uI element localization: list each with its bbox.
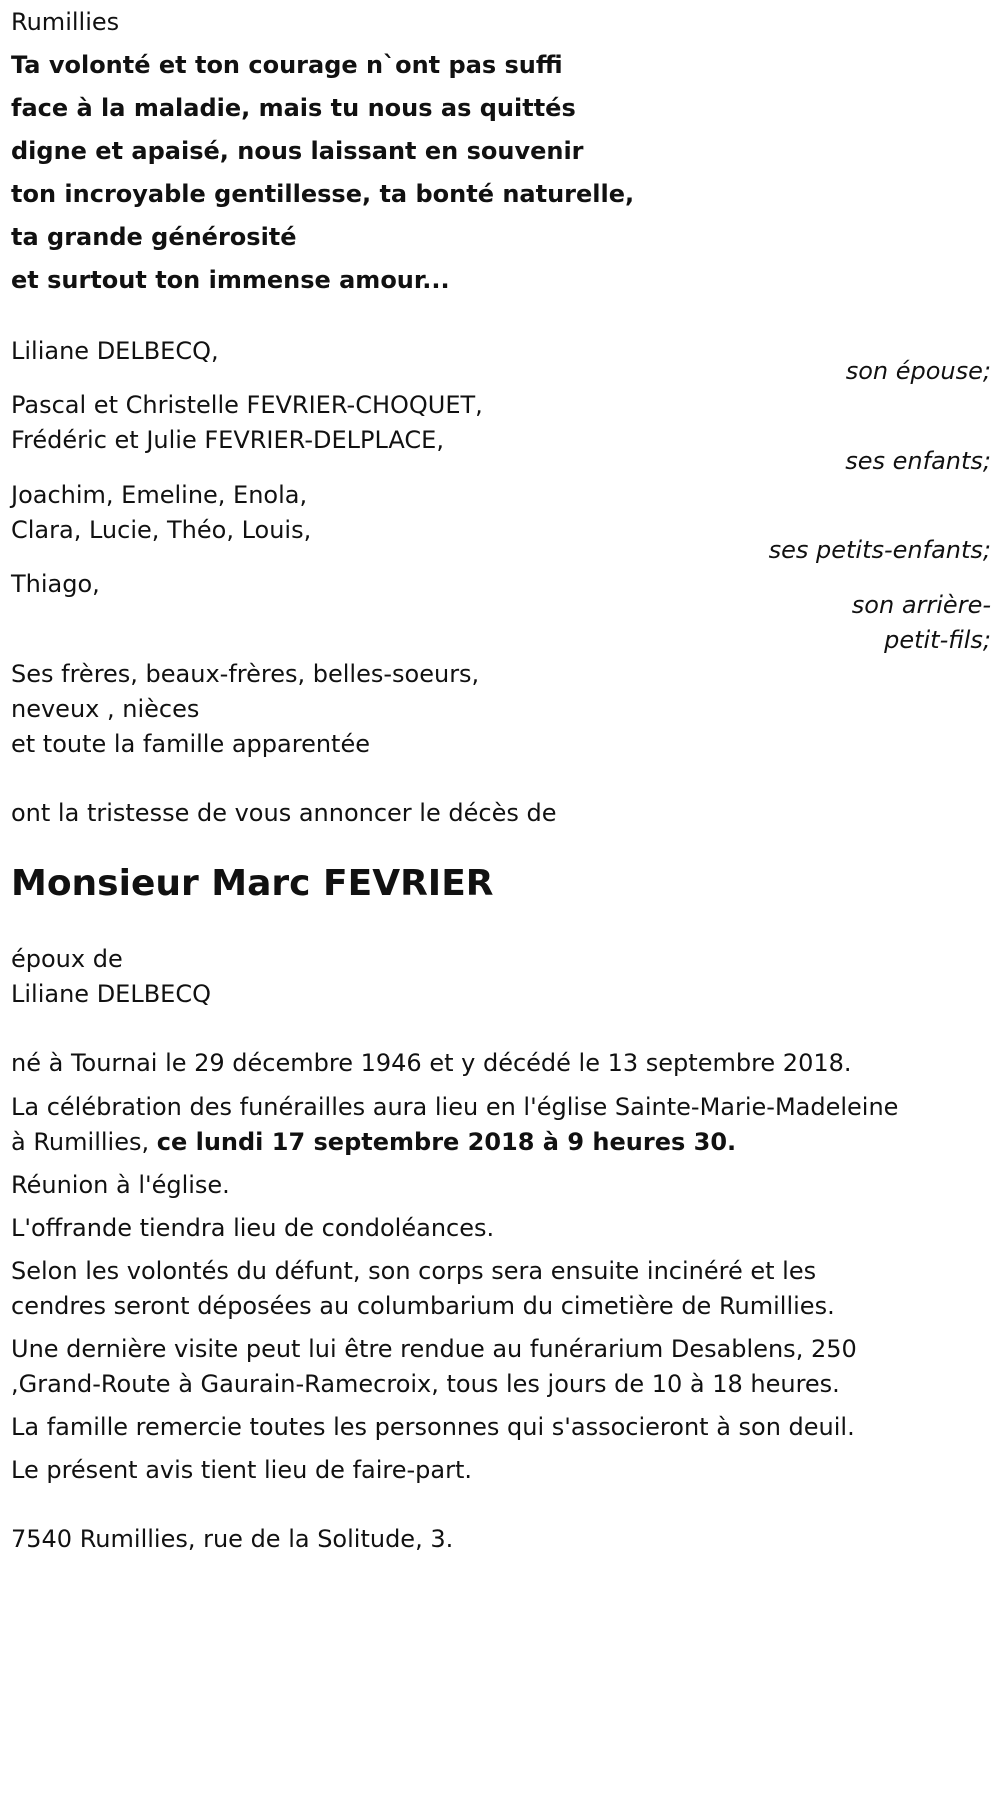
spouse-of-label: époux de [11, 945, 123, 973]
grandchildren-name: Clara, Lucie, Théo, Louis, [11, 516, 312, 544]
poem-line: ton incroyable gentillesse, ta bonté naturelle, [11, 180, 635, 208]
spouse-of-name: Liliane DELBECQ [11, 980, 211, 1008]
visit-text: Une dernière visite peut lui être rendue au funérarium Desablens, 250 [11, 1335, 857, 1363]
address-text: 7540 Rumillies, rue de la Solitude, 3. [11, 1525, 454, 1553]
ceremony-date: ce lundi 17 septembre 2018 à 9 heures 30. [156, 1128, 737, 1156]
meeting-text: Réunion à l'église. [11, 1171, 230, 1199]
children-name: Frédéric et Julie FEVRIER-DELPLACE, [11, 426, 444, 454]
cremation-text: Selon les volontés du défunt, son corps sera ensuite incinéré et les [11, 1257, 817, 1285]
other-family: et toute la famille apparentée [11, 730, 370, 758]
great-grandchild-name: Thiago, [11, 570, 100, 598]
visit-text: ,Grand-Route à Gaurain-Ramecroix, tous les jours de 10 à 18 heures. [11, 1370, 840, 1398]
poem-line: ta grande générosité [11, 223, 297, 251]
thanks-text: La famille remercie toutes les personnes qui s'associeront à son deuil. [11, 1413, 855, 1441]
great-grandchild-role: son arrière- [851, 591, 991, 619]
spouse-role: son épouse; [845, 357, 991, 385]
cremation-text: cendres seront déposées au columbarium du cimetière de Rumillies. [11, 1292, 835, 1320]
ceremony-text [11, 1124, 736, 1160]
poem-line: et surtout ton immense amour... [11, 266, 450, 294]
other-family: neveux , nièces [11, 695, 200, 723]
poem-line: face à la maladie, mais tu nous as quittés [11, 94, 576, 122]
children-role: ses enfants; [845, 447, 991, 475]
grandchildren-role: ses petits-enfants; [768, 536, 991, 564]
offering-text: L'offrande tiendra lieu de condoléances. [11, 1214, 495, 1242]
other-family: Ses frères, beaux-frères, belles-soeurs, [11, 660, 480, 688]
children-name: Pascal et Christelle FEVRIER-CHOQUET, [11, 391, 483, 419]
ceremony-text: La célébration des funérailles aura lieu en l'église Sainte-Marie-Madeleine [11, 1093, 899, 1121]
location-heading: Rumillies [11, 8, 120, 36]
announcement-text: ont la tristesse de vous annoncer le décès de [11, 799, 557, 827]
grandchildren-name: Joachim, Emeline, Enola, [11, 481, 308, 509]
ceremony-place: à Rumillies, [11, 1128, 157, 1156]
spouse-name: Liliane DELBECQ, [11, 337, 219, 365]
great-grandchild-role: petit-fils; [884, 626, 991, 654]
poem-line: digne et apaisé, nous laissant en souvenir [11, 137, 584, 165]
poem-line: Ta volonté et ton courage n`ont pas suffi [11, 51, 563, 79]
notice-text: Le présent avis tient lieu de faire-part. [11, 1456, 473, 1484]
birth-death-text: né à Tournai le 29 décembre 1946 et y décédé le 13 septembre 2018. [11, 1049, 852, 1077]
deceased-name: Monsieur Marc FEVRIER [11, 863, 494, 904]
